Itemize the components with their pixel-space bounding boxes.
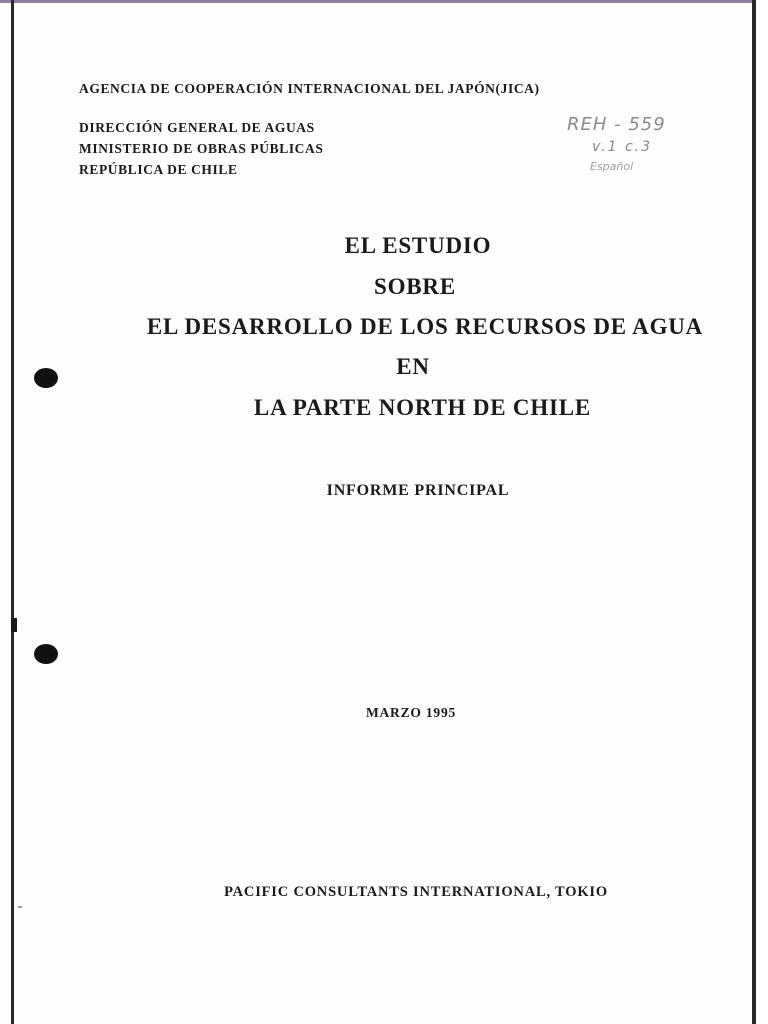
handwritten-catalog-code: REH - 559 <box>567 114 666 135</box>
handwritten-language: Español <box>590 160 634 173</box>
title-line-4: EN <box>396 354 430 379</box>
ministerio-name: MINISTERIO DE OBRAS PÚBLICAS <box>79 141 324 156</box>
page-right-margin <box>756 0 768 1024</box>
title-line-5: LA PARTE NORTH DE CHILE <box>253 395 592 420</box>
report-subtitle: INFORME PRINCIPAL <box>326 482 510 499</box>
agency-name: AGENCIA DE COOPERACIÓN INTERNACIONAL DEL JAPÓN(JICA) <box>79 81 540 96</box>
page-left-edge <box>11 0 14 1024</box>
report-date: MARZO 1995 <box>365 705 457 720</box>
title-line-1: EL ESTUDIO <box>344 233 492 258</box>
scan-speck <box>18 906 22 908</box>
title-line-3: EL DESARROLLO DE LOS RECURSOS DE AGUA <box>146 314 704 339</box>
page-top-edge <box>0 0 768 3</box>
republica-name: REPÚBLICA DE CHILE <box>79 162 238 177</box>
publisher-name: PACIFIC CONSULTANTS INTERNATIONAL, TOKIO <box>224 884 608 900</box>
handwritten-volume-copy: v.1 c.3 <box>592 139 653 155</box>
binding-notch <box>11 618 17 632</box>
punch-hole-bottom <box>34 644 58 664</box>
direccion-name: DIRECCIÓN GENERAL DE AGUAS <box>79 120 315 135</box>
title-line-2: SOBRE <box>374 274 456 299</box>
